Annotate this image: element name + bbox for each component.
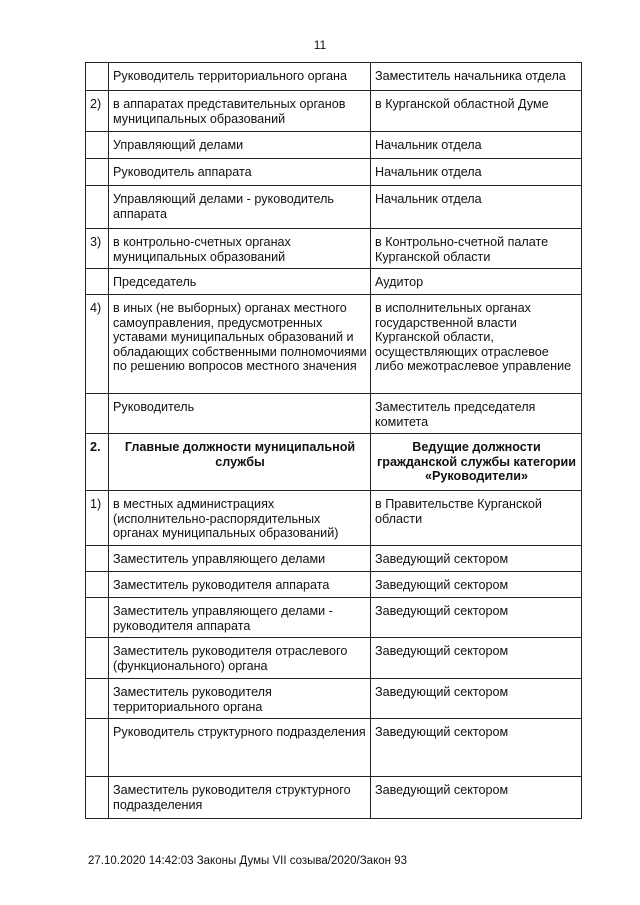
row-number-cell [86, 63, 109, 91]
table-row [86, 159, 582, 186]
civil-position-cell: Заведующий сектором [371, 638, 582, 679]
row-number-cell [86, 546, 109, 572]
row-number-cell [86, 638, 109, 679]
civil-position-cell: Заведующий сектором [371, 598, 582, 638]
page-number: 11 [313, 38, 327, 52]
municipal-position-cell: в местных администрациях (исполнительно-распорядительных органах муниципальных образований) [109, 491, 371, 546]
table-row [86, 91, 582, 132]
municipal-position-cell: Управляющий делами - руководитель аппарата [109, 186, 371, 229]
civil-position-cell: Заведующий сектором [371, 777, 582, 819]
table-row [86, 229, 582, 269]
civil-position-cell: Заведующий сектором [371, 719, 582, 777]
civil-position-cell: в исполнительных органах государственной власти Курганской области, осуществляющих отраслевое либо межотраслевое управление [371, 295, 582, 394]
table-row [86, 132, 582, 159]
row-number-cell [86, 269, 109, 295]
municipal-position-cell: Руководитель территориального органа [109, 63, 371, 91]
civil-position-cell: в Правительстве Курганской области [371, 491, 582, 546]
civil-position-cell: Начальник отдела [371, 186, 582, 229]
municipal-position-cell: Руководитель структурного подразделения [109, 719, 371, 777]
civil-position-cell: Заведующий сектором [371, 679, 582, 719]
civil-position-cell: Начальник отдела [371, 132, 582, 159]
civil-position-cell: Начальник отдела [371, 159, 582, 186]
civil-position-cell: Заведующий сектором [371, 546, 582, 572]
table-row [86, 598, 582, 638]
row-number-cell: 1) [86, 491, 109, 546]
table-row [86, 269, 582, 295]
table-row [86, 572, 582, 598]
row-number-cell [86, 719, 109, 777]
table-row [86, 679, 582, 719]
table-row [86, 777, 582, 819]
row-number-cell [86, 598, 109, 638]
municipal-position-cell: в контрольно-счетных органах муниципальных образований [109, 229, 371, 269]
civil-position-cell: Аудитор [371, 269, 582, 295]
municipal-position-cell: Заместитель руководителя территориального органа [109, 679, 371, 719]
table-row [86, 719, 582, 777]
section-header-row [86, 434, 582, 491]
municipal-position-cell: Заместитель руководителя аппарата [109, 572, 371, 598]
civil-position-cell: в Контрольно-счетной палате Курганской области [371, 229, 582, 269]
positions-table [85, 62, 582, 819]
row-number-cell: 4) [86, 295, 109, 394]
table-row [86, 546, 582, 572]
table-row [86, 638, 582, 679]
document-footer: 27.10.2020 14:42:03 Законы Думы VII созыва/2020/Закон 93 [88, 855, 407, 867]
municipal-position-cell: Управляющий делами [109, 132, 371, 159]
municipal-position-cell: Заместитель управляющего делами - руководителя аппарата [109, 598, 371, 638]
municipal-position-cell: Руководитель аппарата [109, 159, 371, 186]
row-number-cell [86, 777, 109, 819]
row-number-cell [86, 132, 109, 159]
civil-position-cell: Ведущие должности гражданской службы категории «Руководители» [371, 434, 582, 491]
municipal-position-cell: Заместитель руководителя структурного подразделения [109, 777, 371, 819]
municipal-position-cell: Заместитель управляющего делами [109, 546, 371, 572]
table-row [86, 295, 582, 394]
row-number-cell: 3) [86, 229, 109, 269]
municipal-position-cell: в иных (не выборных) органах местного самоуправления, предусмотренных уставами муниципальных образований и обладающих собственными полномочиями по решению вопросов местного значения [109, 295, 371, 394]
positions-table-body [86, 63, 582, 819]
civil-position-cell: Заведующий сектором [371, 572, 582, 598]
table-row [86, 63, 582, 91]
row-number-cell [86, 394, 109, 434]
row-number-cell [86, 159, 109, 186]
municipal-position-cell: Руководитель [109, 394, 371, 434]
row-number-cell: 2. [86, 434, 109, 491]
municipal-position-cell: Главные должности муниципальной службы [109, 434, 371, 491]
civil-position-cell: Заместитель начальника отдела [371, 63, 582, 91]
table-row [86, 394, 582, 434]
row-number-cell: 2) [86, 91, 109, 132]
municipal-position-cell: Председатель [109, 269, 371, 295]
civil-position-cell: в Курганской областной Думе [371, 91, 582, 132]
row-number-cell [86, 186, 109, 229]
table-row [86, 491, 582, 546]
row-number-cell [86, 572, 109, 598]
table-row [86, 186, 582, 229]
civil-position-cell: Заместитель председателя комитета [371, 394, 582, 434]
municipal-position-cell: Заместитель руководителя отраслевого (функционального) органа [109, 638, 371, 679]
row-number-cell [86, 679, 109, 719]
municipal-position-cell: в аппаратах представительных органов муниципальных образований [109, 91, 371, 132]
